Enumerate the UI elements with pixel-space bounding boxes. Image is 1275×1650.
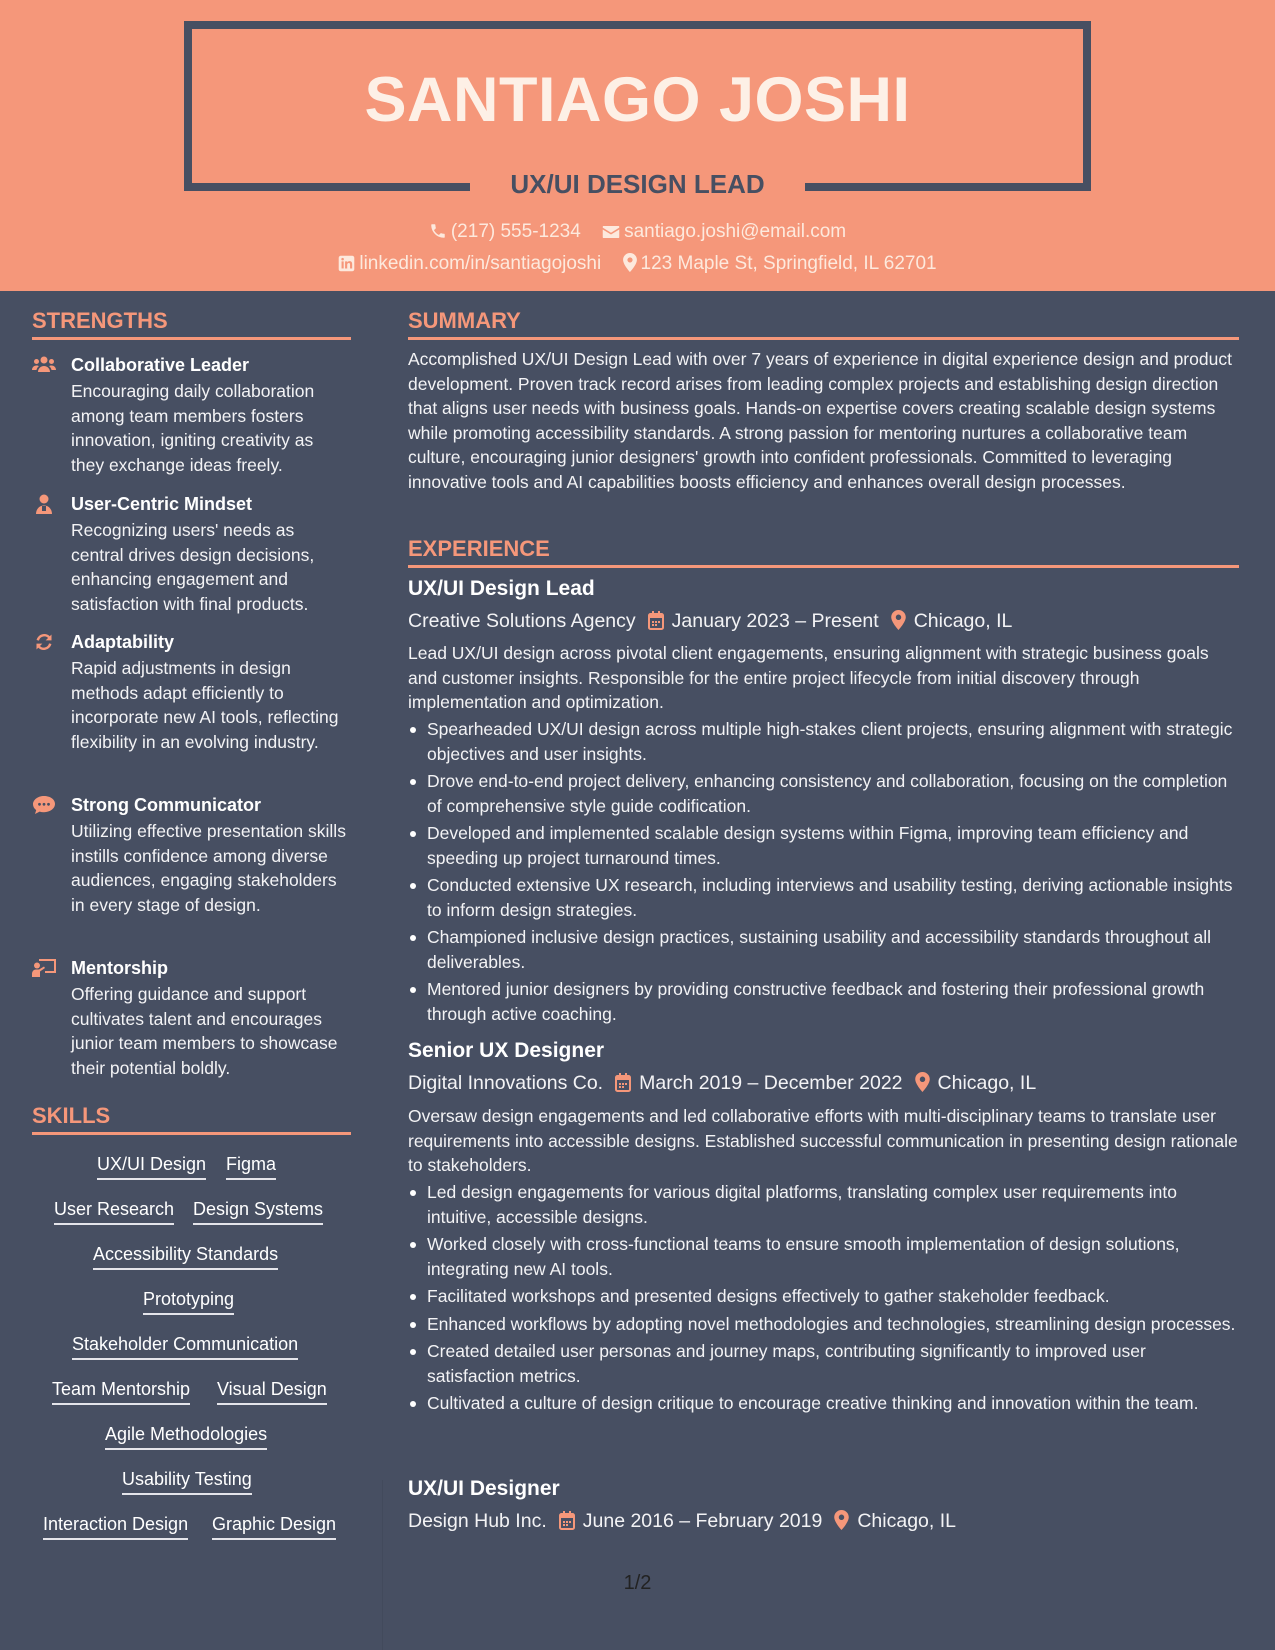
linkedin-contact[interactable]: [338, 251, 601, 277]
job-bullet: Led design engagements for various digital platforms, translating complex user requirements into intuitive, accessible designs.: [408, 1180, 1238, 1229]
experience-rule: [408, 565, 1239, 568]
job-bullet: Cultivated a culture of design critique to encourage creative thinking and innovation within the team.: [408, 1391, 1238, 1416]
company-name: Creative Solutions Agency: [408, 610, 636, 632]
summary-text: Accomplished UX/UI Design Lead with over 7 years of experience in digital experience design and product development. Proven track record arises from leading complex projects and establishing design direction that aligns user needs with business goals. Hands-on expertise covers creating scalable design systems while promoting accessibility standards. A strong passion for mentoring nurtures a collaborative team culture, encouraging junior designers' growth into confident professionals. Committed to leveraging innovative tools and AI capabilities boosts efficiency and enhances overall design processes.: [408, 349, 1232, 492]
envelope-icon: [602, 224, 620, 240]
candidate-name: SANTIAGO JOSHI: [364, 65, 911, 135]
strength-title: Adaptability: [71, 632, 175, 652]
strength-description: Utilizing effective presentation skills instills confidence among diverse audiences, engaging stakeholders in every stage of design.: [71, 821, 346, 915]
linkedin-icon: [338, 255, 355, 272]
phone-icon: [429, 222, 447, 240]
job-bullet: Drove end-to-end project delivery, enhancing consistency and collaboration, focusing on the completion of comprehensive style guide codification.: [408, 769, 1238, 818]
job-description: Lead UX/UI design across pivotal client engagements, ensuring alignment with strategic business goals and customer insights. Responsible for the entire project lifecycle from initial discovery through implementation and optimization.: [408, 643, 1209, 712]
skill-tag: Graphic Design: [212, 1512, 336, 1540]
column-divider: [382, 1480, 383, 1650]
teacher-icon: [32, 958, 56, 978]
job-bullet: Developed and implemented scalable design systems within Figma, improving team efficiency and speeding up project turnaround times.: [408, 821, 1238, 870]
job-title: UX/UI Designer: [408, 1477, 560, 1500]
job-dates: June 2016 – February 2019: [582, 1510, 823, 1532]
resume-header: [0, 0, 1275, 291]
map-pin-icon: [834, 1510, 849, 1530]
email-text: santiago.joshi@email.com: [624, 221, 847, 242]
skill-tag: Team Mentorship: [52, 1377, 190, 1405]
address-contact: [623, 251, 937, 277]
skill-tag: Stakeholder Communication: [72, 1332, 298, 1360]
strength-description: Offering guidance and support cultivates talent and encourages junior team members to showcase their potential boldly.: [71, 984, 338, 1078]
strength-description: Rapid adjustments in design methods adapt efficiently to incorporate new AI tools, reflecting flexibility in an evolving industry.: [71, 658, 339, 752]
map-pin-icon: [623, 253, 637, 272]
chat-icon: [32, 795, 56, 815]
job-bullet: Conducted extensive UX research, including interviews and usability testing, deriving actionable insights to inform design strategies.: [408, 873, 1238, 922]
skill-tag: Visual Design: [217, 1377, 327, 1405]
linkedin-text: linkedin.com/in/santiagojoshi: [359, 253, 602, 274]
calendar-icon: [559, 1511, 575, 1530]
job-dates: March 2019 – December 2022: [639, 1072, 903, 1094]
skill-tag: Agile Methodologies: [105, 1422, 267, 1450]
strength-description: Recognizing users' needs as central drives design decisions, enhancing engagement and satisfaction with final products.: [71, 520, 315, 614]
strengths-rule: [32, 337, 351, 340]
skills-rule: [32, 1132, 351, 1135]
strength-title: User-Centric Mindset: [71, 494, 253, 514]
skills-heading: SKILLS: [32, 1103, 111, 1128]
calendar-icon: [648, 611, 664, 630]
job-bullet: Worked closely with cross-functional teams to ensure smooth implementation of design solutions, integrating new AI tools.: [408, 1232, 1238, 1281]
job-meta: [408, 608, 1012, 634]
map-pin-icon: [891, 610, 906, 630]
map-pin-icon: [915, 1072, 930, 1092]
calendar-icon: [615, 1073, 631, 1092]
skill-tag: Accessibility Standards: [93, 1242, 278, 1270]
job-bullet: Created detailed user personas and journey maps, contributing significantly to improved user satisfaction metrics.: [408, 1339, 1238, 1388]
contact-line-1: [0, 219, 1275, 245]
company-name: Digital Innovations Co.: [408, 1072, 604, 1094]
page-number: 1/2: [623, 1572, 652, 1594]
job-bullets: [408, 717, 1238, 1029]
skill-tag: UX/UI Design: [97, 1152, 206, 1180]
job-location: Chicago, IL: [857, 1510, 956, 1532]
candidate-title: UX/UI DESIGN LEAD: [510, 169, 765, 199]
skill-tag: Figma: [226, 1152, 276, 1180]
skill-tag: Prototyping: [143, 1287, 234, 1315]
contact-line-2: [0, 251, 1275, 277]
strength-title: Strong Communicator: [71, 795, 262, 815]
users-icon: [32, 355, 56, 375]
job-description: Oversaw design engagements and led collaborative efforts with multi-disciplinary teams to translate user requirements into accessible designs. Established successful communication in presenting design rationale to stakeholders.: [408, 1106, 1238, 1175]
job-location: Chicago, IL: [913, 610, 1013, 632]
skill-tag: User Research: [54, 1197, 174, 1225]
phone-contact: [429, 219, 581, 245]
strength-title: Collaborative Leader: [71, 355, 250, 375]
job-bullet: Mentored junior designers by providing constructive feedback and fostering their professional growth through active coaching.: [408, 977, 1238, 1026]
job-bullet: Championed inclusive design practices, sustaining usability and accessibility standards throughout all deliverables.: [408, 925, 1238, 974]
job-bullet: Spearheaded UX/UI design across multiple high-stakes client projects, ensuring alignment with strategic objectives and user insights.: [408, 717, 1238, 766]
job-bullets: [408, 1180, 1238, 1419]
job-bullet: Enhanced workflows by adopting novel methodologies and technologies, streamlining design processes.: [408, 1312, 1238, 1337]
skill-tag: Design Systems: [193, 1197, 323, 1225]
skill-tag: Usability Testing: [122, 1467, 252, 1495]
strength-title: Mentorship: [71, 958, 168, 978]
job-title: UX/UI Design Lead: [408, 577, 595, 600]
strengths-heading: STRENGTHS: [32, 308, 168, 333]
refresh-icon: [32, 632, 56, 652]
skill-tag: Interaction Design: [43, 1512, 188, 1540]
address-text: 123 Maple St, Springfield, IL 62701: [640, 253, 937, 274]
summary-heading: SUMMARY: [408, 308, 521, 333]
job-title: Senior UX Designer: [408, 1039, 605, 1062]
job-bullet: Facilitated workshops and presented designs effectively to gather stakeholder feedback.: [408, 1284, 1238, 1309]
email-contact[interactable]: [602, 219, 846, 245]
user-icon: [32, 494, 56, 514]
experience-heading: EXPERIENCE: [408, 536, 550, 561]
company-name: Design Hub Inc.: [408, 1510, 547, 1532]
job-dates: January 2023 – Present: [671, 610, 879, 632]
summary-rule: [408, 337, 1239, 340]
phone-text: (217) 555-1234: [450, 221, 581, 242]
job-meta: [408, 1508, 956, 1534]
job-meta: [408, 1070, 1036, 1096]
strength-description: Encouraging daily collaboration among team members fosters innovation, igniting creativity as they exchange ideas freely.: [71, 381, 315, 475]
job-location: Chicago, IL: [937, 1072, 1037, 1094]
